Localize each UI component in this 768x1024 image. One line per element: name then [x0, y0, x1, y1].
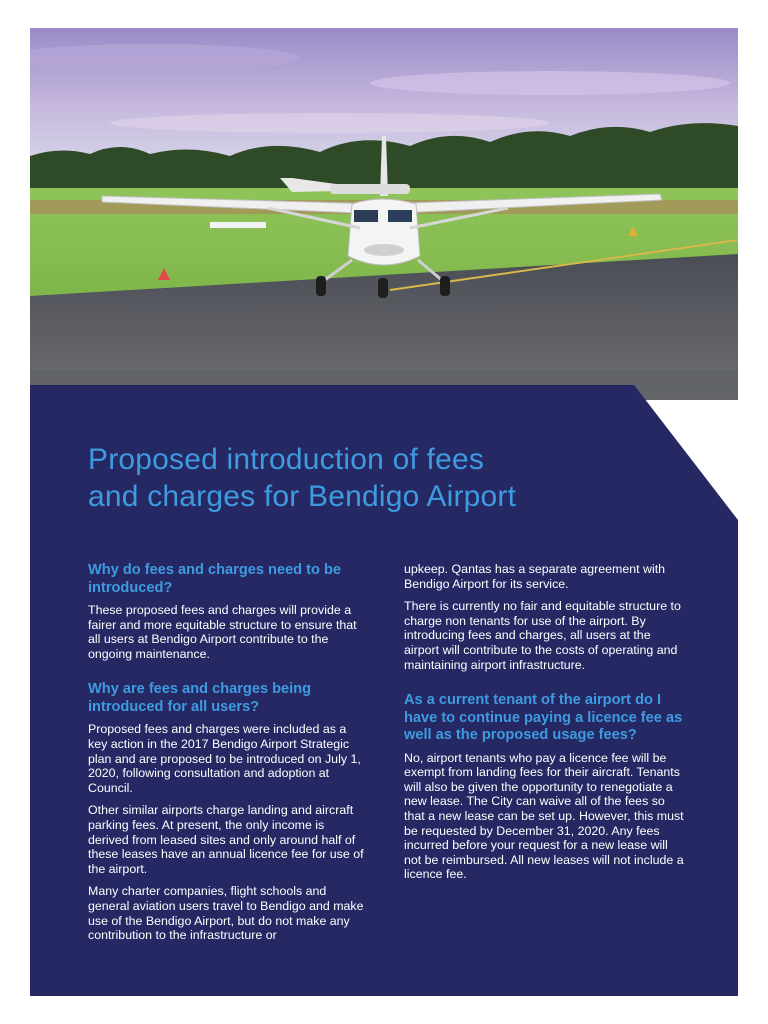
section-paragraph: Many charter companies, flight schools and general aviation users travel to Bendigo and make use of the Bendigo Airport, but do not make any contribution to the infrastructure or — [88, 884, 364, 943]
section-paragraph: No, airport tenants who pay a licence fee will be exempt from landing fees for their aircraft. Tenants will also be given the opportunity to renegotiate a new lease. The City can waive all of the fees so that a new lease can be set up. However, this must be requested by December 31, 2020. Any fees incurred before your request for a new lease will not be reimbursed. All new leases will not include a licence fee. — [404, 750, 684, 882]
section-heading-why-introduced: Why do fees and charges need to be introduced? — [88, 562, 342, 596]
section-paragraph: There is currently no fair and equitable structure to charge non tenants for use of the airport. By introducing fees and charges, all users at the airport will contribute to the costs of operating and maintaining airport infrastructure. — [404, 599, 681, 672]
section-heading-why-all-users: Why are fees and charges being introduced for all users? — [88, 681, 312, 715]
section-paragraph: Other similar airports charge landing and aircraft parking fees. At present, the only income is derived from leased sites and only around half of these leases have an annual licence fee for use of the airport. — [88, 803, 364, 876]
right-column — [404, 562, 686, 890]
page-title — [88, 441, 648, 515]
section-paragraph: Proposed fees and charges were included as a key action in the 2017 Bendigo Airport Strategic plan and are proposed to be introduced on July 1, 2020, following consultation and adoption at Council. — [88, 722, 361, 795]
airplane-photo — [30, 28, 738, 400]
title-line-2: and charges for Bendigo Airport — [88, 480, 517, 513]
airplane-on-runway-image — [30, 28, 738, 400]
section-heading-current-tenant: As a current tenant of the airport do I have to continue paying a licence fee as well as the proposed usage fees? — [404, 692, 683, 744]
section-paragraph: These proposed fees and charges will provide a fairer and more equitable structure to ensure that all users at Bendigo Airport contribute to the ongoing maintenance. — [88, 603, 357, 661]
left-column — [88, 562, 366, 951]
section-paragraph: upkeep. Qantas has a separate agreement with Bendigo Airport for its service. — [404, 562, 666, 591]
title-line-1: Proposed introduction of fees — [88, 443, 485, 476]
